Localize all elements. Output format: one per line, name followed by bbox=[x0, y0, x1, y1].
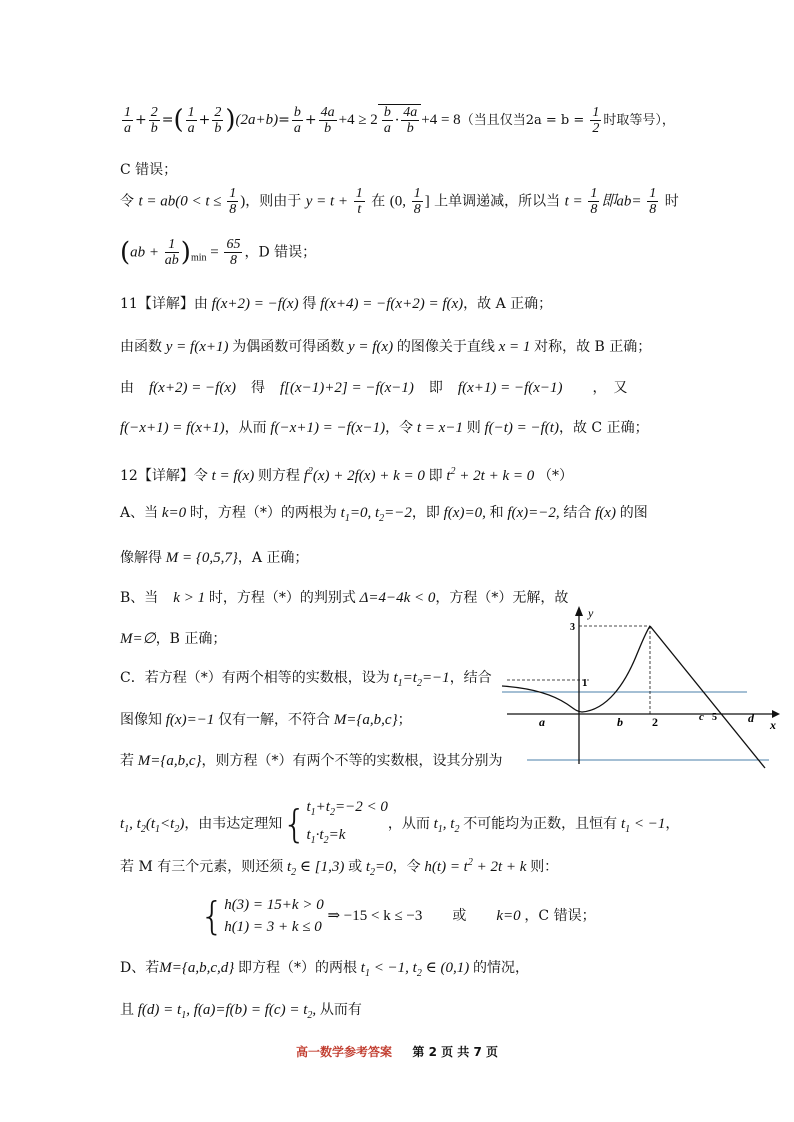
text-or: 或 bbox=[348, 859, 363, 875]
text-not-positive: 不可能均为正数，且恒有 bbox=[463, 816, 618, 832]
label-b: b bbox=[617, 715, 623, 729]
a-correct-text: ，故 A 正确； bbox=[463, 296, 553, 312]
text-get2: 得 bbox=[251, 380, 265, 396]
d-wrong-text: ，D 错误； bbox=[244, 244, 317, 261]
text-graph-shows: 图像知 bbox=[120, 712, 162, 728]
text-solve: 像解得 bbox=[120, 550, 162, 566]
option-d-line2: 且 $f(d) = t_1$, $f(a)=f(b) = f(c) = t_2$, 从而有 bbox=[120, 1002, 362, 1021]
text-even: 为偶函数可得函数 bbox=[232, 339, 345, 355]
label-d: d bbox=[748, 711, 754, 725]
text-decreasing: 上单调递减，所以当 bbox=[429, 193, 565, 210]
b-correct-text2: ，B 正确； bbox=[155, 631, 227, 647]
inequality-line: $\frac{1}{a}$ + $\frac{2}{b}$ =( $\frac{1}{a}$ + $\frac{2}{b}$ )(2a+b)= $\frac{b}{a}$ + $\frac{4a}{b}$ +4 ≥ 2 $\frac{b}{a}$ · $\frac{4a}{b}$ +4 = 8（当且仅当2a = b = $\frac{1}{2}$ 时取等号）， bbox=[124, 104, 675, 136]
text-star: （*） bbox=[537, 468, 573, 484]
text-combine: 结合 bbox=[563, 505, 592, 521]
option-a-line1: A、当 k=0 时，方程（*）的两根为 $t_1=0$, $t_2=-2$，即 f(x)=0, 和 f(x)=−2, 结合 f(x) 的图 bbox=[120, 505, 648, 524]
section-11-line4: f(−x+1) = f(x+1)，从而 f(−x+1) = −f(x−1)，令 t = x−1 则 f(−t) = −f(t)，故 C 正确； bbox=[120, 420, 649, 436]
text-when: 时 bbox=[660, 193, 679, 210]
option-a-line2: 像解得 M = {0,5,7}，A 正确； bbox=[120, 550, 309, 566]
text-in: 在 bbox=[366, 193, 390, 210]
section-12-label: 12【详解】令 bbox=[120, 468, 208, 484]
label-1: 1 bbox=[582, 677, 588, 689]
label-c: c bbox=[699, 711, 704, 723]
c-wrong-text: C 错误； bbox=[120, 162, 178, 178]
text-symmetric: 的图像关于直线 bbox=[396, 339, 495, 355]
label-a: a bbox=[539, 715, 545, 729]
x-axis-arrow bbox=[772, 710, 780, 718]
frac-den: 2 bbox=[592, 120, 600, 136]
text-two-roots: 时，方程（*）的两根为 bbox=[189, 505, 337, 521]
text-then3: 则： bbox=[530, 859, 559, 875]
footer-page-number: 第 2 页 共 7 页 bbox=[412, 1045, 498, 1059]
label-3: 3 bbox=[570, 622, 575, 633]
b-correct-text: 对称，故 B 正确； bbox=[534, 339, 652, 355]
text-if: 若 bbox=[120, 753, 134, 769]
text-three-elements: 若 M 有三个元素，则还须 bbox=[120, 859, 284, 875]
label-y: y bbox=[588, 606, 594, 620]
text-equation: 则方程 bbox=[257, 468, 300, 484]
text-get: 得 bbox=[302, 296, 317, 312]
function-curve bbox=[502, 626, 650, 712]
text-graph: 的图 bbox=[619, 505, 648, 521]
label-2: 2 bbox=[652, 715, 658, 729]
page-footer bbox=[0, 1043, 794, 1060]
text-thus: ，从而 bbox=[224, 420, 267, 436]
min-value-line: (ab + $\frac{1}{ab}$ )$_{min}$ = $\frac{65}{8}$ ，D 错误； bbox=[120, 237, 317, 268]
text-discriminant: 时，方程（*）的判别式 bbox=[208, 590, 356, 606]
text-and2: 且 bbox=[120, 1002, 134, 1018]
text-let3: ，令 bbox=[392, 859, 421, 875]
text-two-roots2: 即方程（*）的两根 bbox=[238, 960, 358, 976]
option-d-label: D、若 bbox=[120, 960, 160, 976]
min-den: 8 bbox=[229, 253, 237, 268]
label-x: x bbox=[770, 718, 776, 732]
text-from-function: 由函数 bbox=[120, 339, 162, 355]
text-then: ，则由于 bbox=[245, 193, 306, 210]
option-c-line1: C．若方程（*）有两个相等的实数根，设为 $t_1=t_2=-1$，结合 bbox=[120, 670, 492, 689]
text-ie2: 即 bbox=[428, 468, 443, 484]
c-wrong-text: ，C 错误； bbox=[524, 908, 596, 924]
text-let2: ，令 bbox=[385, 420, 414, 436]
text-no-solution: ，方程（*）无解，故 bbox=[435, 590, 569, 606]
option-c-line4: $t_1$, $t_2(t_1<t_2)$，由韦达定理知{ $t_1+t_2=-2 < 0$ $t_1\cdot t_2=k$ ，从而 $t_1$, $t_2$ 不可能均为正数，且恒有 $t_1 < -1$， bbox=[120, 799, 680, 846]
text-thus3: 从而有 bbox=[319, 1002, 362, 1018]
a-correct-text2: ，A 正确； bbox=[237, 550, 309, 566]
option-b-line1: B、当 k > 1 时，方程（*）的判别式 Δ=4−4k < 0，方程（*）无解，故 bbox=[120, 590, 569, 606]
equality-condition-end: 时取等号）， bbox=[603, 113, 675, 128]
option-c-label: C．若方程（*）有两个相等的实数根，设为 bbox=[120, 670, 390, 686]
text-combine2: ，结合 bbox=[449, 670, 492, 686]
section-11-line1: 11【详解】由 f(x+2) = −f(x) 得 f(x+4) = −f(x+2) = f(x)，故 A 正确； bbox=[120, 296, 553, 312]
option-c-line5: 若 M 有三个元素，则还须 $t_2$ ∈ [1,3) 或 $t_2=0$，令 $h(t) = t^2 + 2t + k$ 则： bbox=[120, 857, 559, 878]
text-one-solution: 仅有一解，不符合 bbox=[218, 712, 331, 728]
text-let: 令 bbox=[120, 193, 139, 210]
option-b-label: B、当 bbox=[120, 590, 159, 606]
option-c-line3: 若 M={a,b,c}，则方程（*）有两个不等的实数根，设其分别为 bbox=[120, 753, 503, 769]
section-12-line1: 12【详解】令 t = f(x) 则方程 $f^2(x) + 2f(x) + k = 0$ 即 $t^2 + 2t + k = 0$ （*） bbox=[120, 466, 573, 484]
function-line bbox=[650, 626, 765, 768]
substitution-line: 令 t = ab(0 < t ≤ $\frac{1}{8}$ )，则由于 y = t + $\frac{1}{t}$ 在 (0, $\frac{1}{8}$ ] 上单调递减，所以当 t = $\frac{1}{8}$ 即ab= $\frac{1}{8}$ 时 bbox=[120, 186, 679, 217]
text-also: ， 又 bbox=[592, 380, 628, 396]
text-by: 由 bbox=[120, 380, 134, 396]
text-case: 的情况， bbox=[472, 960, 529, 976]
option-c-line6: { h(3) = 15+k > 0 h(1) = 3 + k ≤ 0 ⇒ −15 < k ≤ −3 或 k=0 ，C 错误； bbox=[200, 894, 596, 938]
text-thus2: ，从而 bbox=[387, 816, 430, 832]
option-d-line1: D、若M={a,b,c,d} 即方程（*）的两根 $t_1 < -1$, $t_2$ ∈ (0,1) 的情况， bbox=[120, 960, 529, 979]
min-num: 65 bbox=[226, 237, 241, 252]
text-vieta: ，由韦达定理知 bbox=[184, 816, 283, 832]
text-unequal-roots: ，则方程（*）有两个不等的实数根，设其分别为 bbox=[201, 753, 503, 769]
frac-num: 1 bbox=[592, 104, 600, 120]
footer-title: 高一数学参考答案 bbox=[296, 1045, 393, 1059]
option-c-line2: 图像知 f(x)=−1 仅有一解，不符合 M={a,b,c}； bbox=[120, 712, 412, 728]
y-axis-arrow bbox=[575, 606, 583, 616]
text-and: 和 bbox=[489, 505, 504, 521]
option-a-label: A、当 bbox=[120, 505, 159, 521]
text-or2: 或 bbox=[452, 908, 467, 924]
label-5: 5 bbox=[712, 712, 717, 723]
text-ie: 即 bbox=[428, 380, 443, 396]
section-11-line2: 由函数 y = f(x+1) 为偶函数可得函数 y = f(x) 的图像关于直线 x = 1 对称，故 B 正确； bbox=[120, 339, 652, 355]
c-correct-text: ，故 C 正确； bbox=[558, 420, 649, 436]
function-graph bbox=[497, 604, 782, 774]
text-then2: 则 bbox=[466, 420, 481, 436]
equality-condition: （当且仅当2a = b = bbox=[460, 113, 589, 128]
option-b-line2: M=∅，B 正确； bbox=[120, 631, 227, 647]
section-11-label: 11【详解】由 bbox=[120, 296, 208, 312]
text-ie3: ，即 bbox=[411, 505, 440, 521]
section-11-line3: 由 f(x+2) = −f(x) 得 f[(x−1)+2] = −f(x−1) 即 f(x+1) = −f(x−1) ， 又 bbox=[120, 380, 628, 396]
